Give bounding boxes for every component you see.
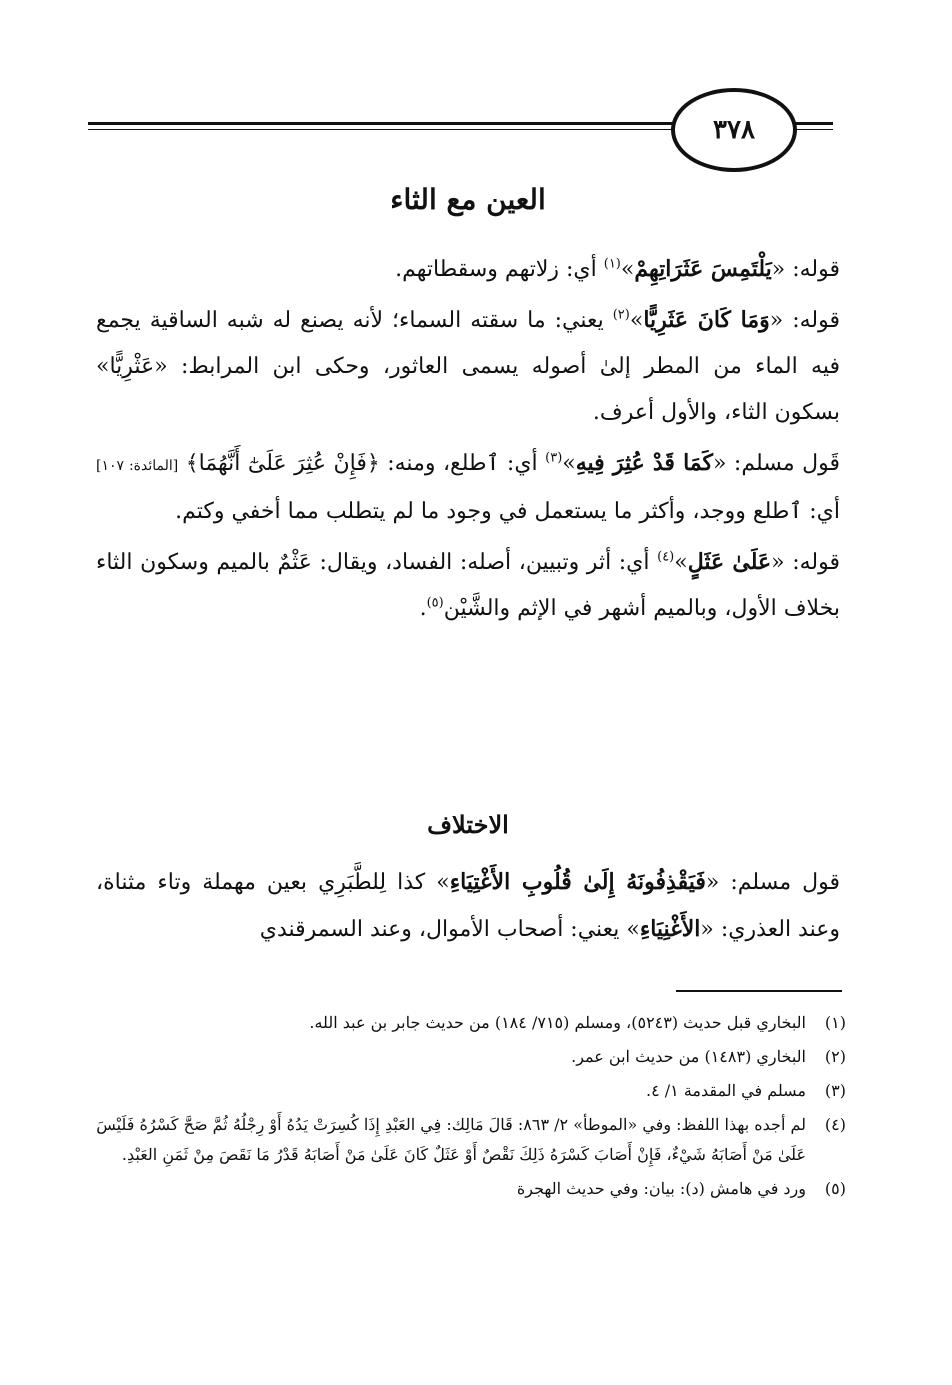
- footnote-item: [96, 1174, 846, 1204]
- page-number: ٣٧٨: [671, 88, 797, 172]
- footnotes: [96, 1008, 846, 1208]
- quran-reference: [المائدة: ١٠٧]: [96, 458, 179, 474]
- footnote-number: (٢): [824, 1047, 846, 1066]
- footnote-text: ورد في هامش (د): بيان: وفي حديث الهجرة: [516, 1179, 806, 1198]
- quoted-term: كَمَا قَدْ عُثِرَ فِيهِ: [575, 450, 713, 476]
- footnote-text: لم أجده بهذا اللفظ: وفي «الموطأ» ٢/ ٨٦٣: قَالَ مَالِك: فِي العَبْدِ إِذَا كُسِرَتْ يَدُهُ أَوْ رِجْلُهُ ثُمَّ صَحَّ كَسْرُهُ فَلَيْسَ عَلَىٰ مَنْ أَصَابَهُ شَيْءٌ، فَإِنْ أَصَابَ كَسْرَهُ ذَلِكَ نَقْصٌ أَوْ عَثَلٌ كَانَ عَلَىٰ مَنْ أَصَابَهُ قَدْرُ مَا نَقَصَ مِنْ ثَمَنِ العَبْدِ.: [96, 1115, 806, 1164]
- section-title: العين مع الثاء: [390, 183, 546, 216]
- footnote-ref: (٤): [657, 549, 675, 565]
- footnote-ref: (٣): [545, 450, 563, 466]
- footnote-item: [96, 1110, 846, 1170]
- footnote-text: البخاري قبل حديث (٥٢٤٣)، ومسلم (٧١٥/ ١٨٤) من حديث جابر بن عبد الله.: [309, 1013, 806, 1032]
- entry-paragraph: قوله: «يَلْتَمِسَ عَثَرَاتِهِمْ»$^{(١)}$ أي: زلاتهم وسقطاتهم.: [395, 256, 840, 282]
- page-header: [88, 88, 833, 168]
- footnote-separator: [676, 990, 842, 992]
- quoted-term: وَمَا كَانَ عَثَرِيًّا: [643, 307, 770, 333]
- footnote-number: (٥): [824, 1179, 846, 1198]
- footnote-ref: (٥): [426, 595, 444, 611]
- footnote-number: (٤): [824, 1115, 846, 1134]
- section-ikhtilaf: [96, 810, 840, 953]
- footnote-text: مسلم في المقدمة ١/ ٤.: [645, 1081, 806, 1100]
- entry-paragraph: قَول مسلم: «كَمَا قَدْ عُثِرَ فِيهِ»$^{(٣)}$ أي: ٱطلع، ومنه: ﴿فَإِنْ عُثِرَ عَلَىٰٓ أَنَّهُمَا﴾ [المائدة: ١٠٧] أي: ٱطلع ووجد، وأكثر ما يستعمل في وجود ما لم يتطلب مما أخفي وكتم.: [96, 450, 841, 524]
- entry-paragraph: قوله: «وَمَا كَانَ عَثَرِيًّا»$^{(٢)}$ يعني: ما سقته السماء؛ لأنه يصنع له شبه الساقية يجمع فيه الماء من المطر إلىٰ أصوله يسمى العاثور، وحكى ابن المرابط: «عَثْرِيًّا» بسكون الثاء، والأول أعرف.: [96, 307, 841, 425]
- quoted-term: فَيَقْذِفُونَهُ إِلَىٰ قُلُوبِ الأَغْتِيَاءِ: [449, 869, 706, 895]
- footnote-item: [96, 1008, 846, 1038]
- footnote-ref: (٢): [612, 307, 630, 323]
- section-ayn-tha: [96, 183, 840, 632]
- quoted-term: عَلَىٰ عَثَلٍ: [687, 549, 772, 575]
- footnote-ref: (١): [603, 256, 621, 272]
- footnote-number: (٣): [824, 1081, 846, 1100]
- footnote-item: [96, 1076, 846, 1106]
- footnote-item: [96, 1042, 846, 1072]
- entry-paragraph: قوله: «عَلَىٰ عَثَلٍ»$^{(٤)}$ أي: أثر وتبيين، أصله: الفساد، ويقال: عَثْمٌ بالميم وسكون الثاء بخلاف الأول، وبالميم أشهر في الإثم والشَّيْن$^{(٥)}$.: [96, 549, 840, 621]
- quoted-term: الأَغْنِيَاءِ: [639, 916, 701, 942]
- footnote-text: البخاري (١٤٨٣) من حديث ابن عمر.: [571, 1047, 806, 1066]
- entry-paragraph: قول مسلم: «فَيَقْذِفُونَهُ إِلَىٰ قُلُوبِ الأَغْتِيَاءِ» كذا لِلطَّبَرِي بعين مهملة وتاء مثناة، وعند العذري: «الأَغْنِيَاءِ» يعني: أصحاب الأموال، وعند السمرقندي: [96, 869, 840, 942]
- quoted-term: يَلْتَمِسَ عَثَرَاتِهِمْ: [634, 256, 772, 282]
- section-title: الاختلاف: [427, 810, 509, 839]
- footnote-number: (١): [824, 1013, 846, 1032]
